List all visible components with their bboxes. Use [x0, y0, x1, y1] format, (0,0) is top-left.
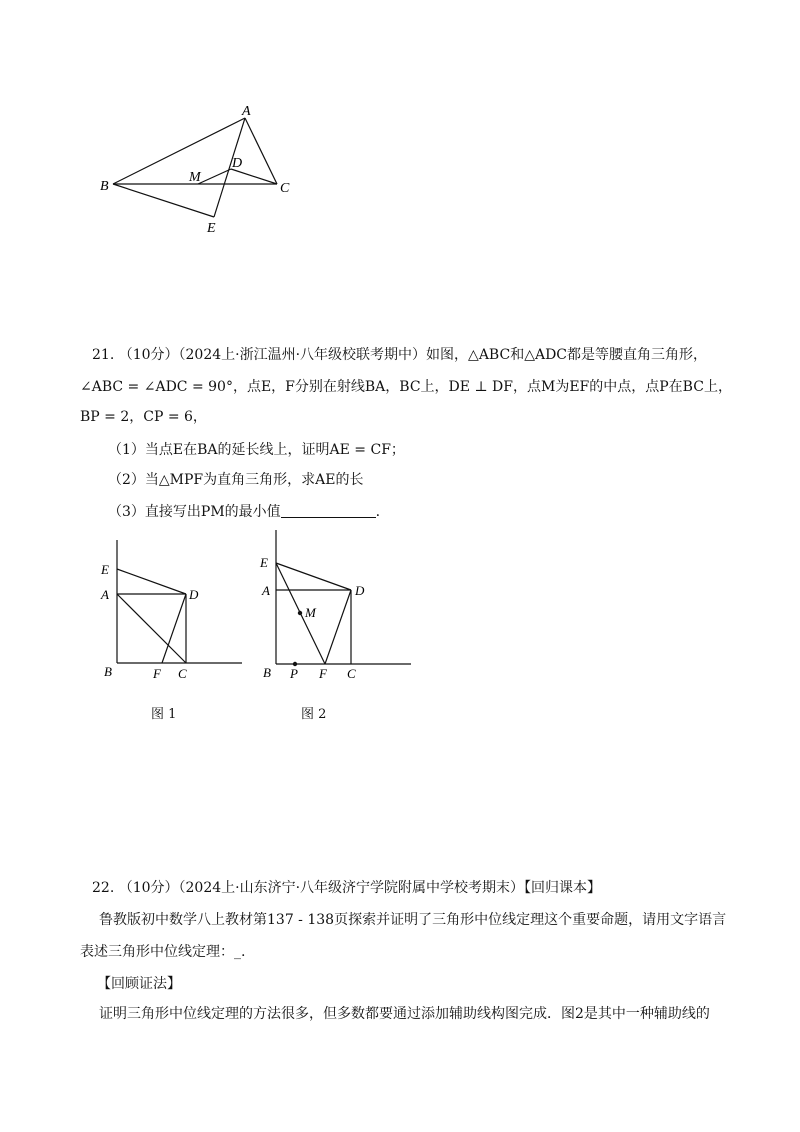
- q21-sub-3-text: （3）直接写出PM的最小值: [108, 504, 281, 520]
- figure-2: [255, 525, 415, 685]
- q21-line-3: BP = 2，CP = 6，: [80, 409, 207, 425]
- q22-line-1: 22. （10分）（2024上·山东济宁·八年级济宁学院附属中学校考期末）【回归课本】: [92, 880, 602, 896]
- q22-line-4: 【回顾证法】: [97, 976, 181, 992]
- q21-sub-1: （1）当点E在BA的延长线上，证明AE = CF；: [108, 442, 405, 458]
- q21-sub-3-suffix: .: [375, 504, 381, 520]
- point-label-A: A: [242, 104, 251, 119]
- answer-blank[interactable]: [281, 503, 376, 518]
- fig2-point-M: [298, 611, 302, 615]
- point-label-M: M: [189, 170, 201, 185]
- fig2-label-C: C: [347, 666, 356, 681]
- fig1-caption: 图 1: [151, 707, 177, 722]
- fig1-label-A: A: [101, 587, 109, 602]
- q22-line-3: 表述三角形中位线定理：_.: [80, 944, 246, 960]
- fig1-label-E: E: [101, 562, 109, 577]
- q21-line-2: ∠ABC = ∠ADC = 90°，点E，F分别在射线BA，BC上，DE ⊥ DF，点M为EF的中点，点P在BC上，: [80, 379, 732, 395]
- point-label-E: E: [207, 221, 216, 236]
- fig2-caption: 图 2: [301, 707, 327, 722]
- fig1-label-D: D: [189, 587, 199, 602]
- figure-1: [95, 535, 250, 685]
- q21-line-1: 21. （10分）（2024上·浙江温州·八年级校联考期中）如图，△ABC和△ADC都是等腰直角三角形，: [92, 347, 708, 363]
- triangle-figure-top: [90, 95, 310, 240]
- point-label-D: D: [232, 156, 243, 171]
- fig1-label-F: F: [153, 666, 161, 681]
- point-label-C: C: [280, 181, 290, 196]
- fig1-label-B: B: [104, 664, 112, 679]
- fig2-label-D: D: [355, 583, 365, 598]
- fig2-label-A: A: [262, 583, 270, 598]
- fig2-label-F: F: [319, 666, 327, 681]
- q21-sub-3: [108, 502, 380, 522]
- fig2-label-B: B: [263, 665, 271, 680]
- q22-line-5: 证明三角形中位线定理的方法很多，但多数都要通过添加辅助线构图完成．图2是其中一种辅助线的: [99, 1006, 710, 1022]
- fig2-label-E: E: [260, 555, 268, 570]
- fig2-label-P: P: [290, 666, 298, 681]
- fig1-label-C: C: [178, 666, 187, 681]
- point-label-B: B: [100, 179, 109, 194]
- fig2-label-M: M: [305, 605, 316, 620]
- q22-line-2: 鲁教版初中数学八上教材第137 - 138页探索并证明了三角形中位线定理这个重要命题，请用文字语言: [99, 912, 727, 928]
- q21-sub-2: （2）当△MPF为直角三角形，求AE的长: [108, 472, 364, 488]
